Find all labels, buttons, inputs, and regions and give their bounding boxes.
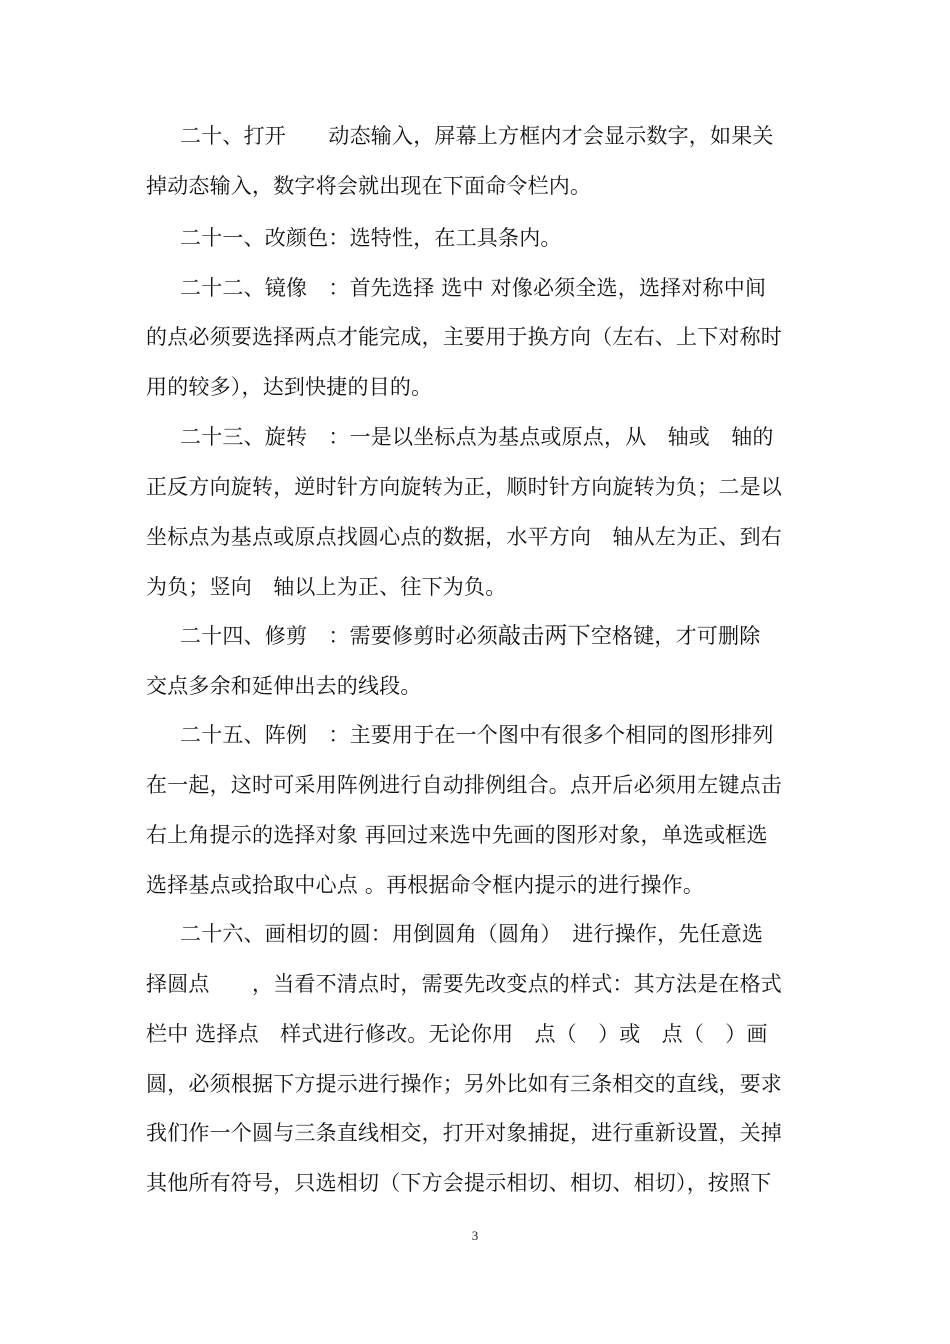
paragraph-21-line-1: 二十一、改颜色：选特性，在工具条内。	[180, 226, 562, 250]
paragraph-20-line-1: 二十、打开 动态输入，屏幕上方框内才会显示数字，如果关	[180, 124, 774, 148]
paragraph-23-line-2: 正反方向旋转，逆时针方向旋转为正，顺时针方向旋转为负；二是以	[146, 475, 782, 499]
paragraph-22-line-1: 二十二、镜像 ：首先选择 选中 对像必须全选，选择对称中间	[180, 276, 767, 300]
paragraph-25-line-2: 在一起，这时可采用阵例进行自动排例组合。点开后必须用左键点击	[146, 773, 782, 797]
paragraph-25-line-1: 二十五、阵例 ：主要用于在一个图中有很多个相同的图形排列	[180, 723, 774, 747]
paragraph-24-text-post: 空格键，才可删除	[590, 624, 761, 648]
paragraph-24-line-1	[180, 617, 806, 655]
paragraph-25-line-3: 右上角提示的选择对象 再回过来选中先画的图形对象，单选或框选	[146, 823, 768, 847]
paragraph-23-line-1: 二十三、旋转 ：一是以坐标点为基点或原点，从 轴或 轴的	[180, 425, 774, 449]
page-number: 3	[471, 1228, 479, 1243]
paragraph-24-text-emphasis: 敲击两下	[498, 623, 591, 649]
paragraph-25-line-4: 选择基点或拾取中心点 。再根据命令框内提示的进行操作。	[146, 873, 705, 897]
paragraph-23-line-3: 坐标点为基点或原点找圆心点的数据，水平方向 轴从左为正、到右	[146, 525, 782, 549]
paragraph-26-line-4: 圆，必须根据下方提示进行操作；另外比如有三条相交的直线，要求	[146, 1072, 782, 1096]
paragraph-24-text-pre: 二十四、修剪 ：需要修剪时必须	[180, 624, 498, 648]
paragraph-26-line-3: 栏中 选择点 样式进行修改。无论你用 点（ ）或 点（ ）画	[146, 1022, 768, 1046]
paragraph-22-line-2: 的点必须要选择两点才能完成，主要用于换方向（左右、上下对称时	[146, 325, 782, 349]
paragraph-26-line-6: 其他所有符号，只选相切（下方会提示相切、相切、相切），按照下	[146, 1171, 772, 1195]
paragraph-26-line-2: 择圆点 ，当看不清点时，需要先改变点的样式：其方法是在格式	[146, 972, 782, 996]
paragraph-26-line-5: 我们作一个圆与三条直线相交，打开对象捕捉，进行重新设置，关掉	[146, 1121, 782, 1145]
paragraph-26-line-1: 二十六、画相切的圆：用倒圆角（圆角） 进行操作，先任意选	[180, 922, 764, 946]
paragraph-24-line-2: 交点多余和延伸出去的线段。	[146, 674, 422, 698]
paragraph-22-line-3: 用的较多），达到快捷的目的。	[146, 375, 433, 399]
paragraph-20-line-2: 掉动态输入，数字将会就出现在下面命令栏内。	[146, 174, 592, 198]
paragraph-23-line-4: 为负；竖向 轴以上为正、往下为负。	[146, 575, 507, 599]
